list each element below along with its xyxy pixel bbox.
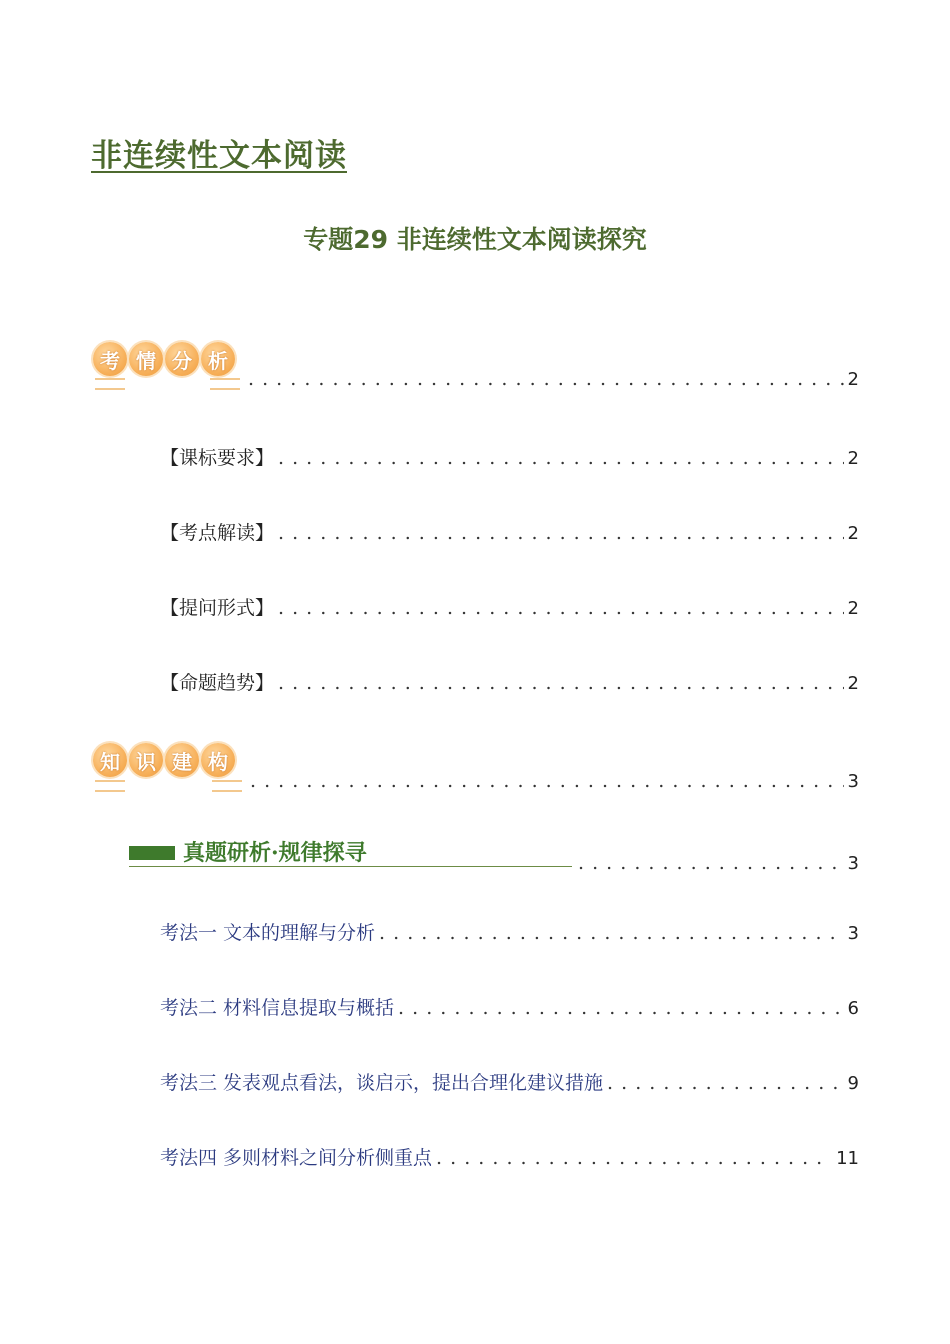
toc-page-number: 6 [847, 998, 859, 1019]
topic-title: 专题29 非连续性文本阅读探究 [303, 225, 647, 254]
toc-page-number: 2 [847, 598, 859, 619]
dot-leader [436, 1147, 832, 1171]
toc-entry-analysis[interactable] [244, 368, 859, 392]
badge-char: 考 [93, 342, 127, 376]
document-heading: 非连续性文本阅读 [91, 138, 347, 174]
toc-entry-knowledge[interactable] [246, 770, 859, 794]
badge-char: 分 [165, 342, 199, 376]
badge-char: 知 [93, 743, 127, 777]
dot-leader [248, 368, 844, 392]
toc-entry[interactable] [160, 918, 859, 946]
toc-entry-label: 考法一 文本的理解与分析 [160, 922, 376, 944]
toc-entry-label: 考法二 材料信息提取与概括 [160, 997, 395, 1019]
dot-leader [278, 447, 844, 471]
toc-entry-label: 【考点解读】 [160, 522, 275, 544]
badge-char: 析 [201, 342, 235, 376]
toc-page-number: 2 [847, 369, 859, 390]
section-banner [129, 836, 572, 867]
toc-entry[interactable] [160, 1143, 859, 1171]
toc-page-number: 3 [847, 771, 859, 792]
toc-page-number: 2 [847, 448, 859, 469]
dot-leader [278, 597, 844, 621]
toc-page-number: 2 [847, 673, 859, 694]
badge-underline-right [210, 378, 240, 390]
dot-leader [250, 770, 844, 794]
dot-leader [278, 672, 844, 696]
dot-leader [379, 922, 844, 946]
toc-entry[interactable] [160, 518, 859, 546]
toc-page-number: 3 [847, 853, 859, 874]
badge-char: 情 [129, 342, 163, 376]
toc-entry-label: 考法三 发表观点看法，谈启示，提出合理化建议措施 [160, 1072, 604, 1094]
toc-entry-label: 考法四 多则材料之间分析侧重点 [160, 1147, 433, 1169]
toc-entry[interactable] [160, 1068, 859, 1096]
banner-title: 真题研析·规律探寻 [183, 839, 367, 866]
toc-entry[interactable] [160, 993, 859, 1021]
toc-page-number: 2 [847, 523, 859, 544]
banner-bar [129, 846, 175, 860]
badge-underline-left [95, 378, 125, 390]
badge-underline-left [95, 780, 125, 792]
dot-leader [398, 997, 844, 1021]
badge-char: 识 [129, 743, 163, 777]
toc-page-number: 11 [836, 1148, 859, 1169]
toc-page-number: 9 [847, 1073, 859, 1094]
dot-leader [578, 852, 844, 876]
toc-page-number: 3 [847, 923, 859, 944]
toc-entry[interactable] [160, 593, 859, 621]
section-badge-knowledge [93, 743, 237, 777]
dot-leader [607, 1072, 844, 1096]
section-badge-analysis [93, 342, 237, 376]
toc-entry[interactable] [160, 443, 859, 471]
dot-leader [278, 522, 844, 546]
toc-entry-label: 【课标要求】 [160, 447, 275, 469]
toc-entry-exam-analysis[interactable] [574, 852, 859, 876]
toc-entry[interactable] [160, 668, 859, 696]
toc-entry-label: 【提问形式】 [160, 597, 275, 619]
badge-underline-right [212, 780, 242, 792]
badge-char: 建 [165, 743, 199, 777]
badge-char: 构 [201, 743, 235, 777]
toc-entry-label: 【命题趋势】 [160, 672, 275, 694]
